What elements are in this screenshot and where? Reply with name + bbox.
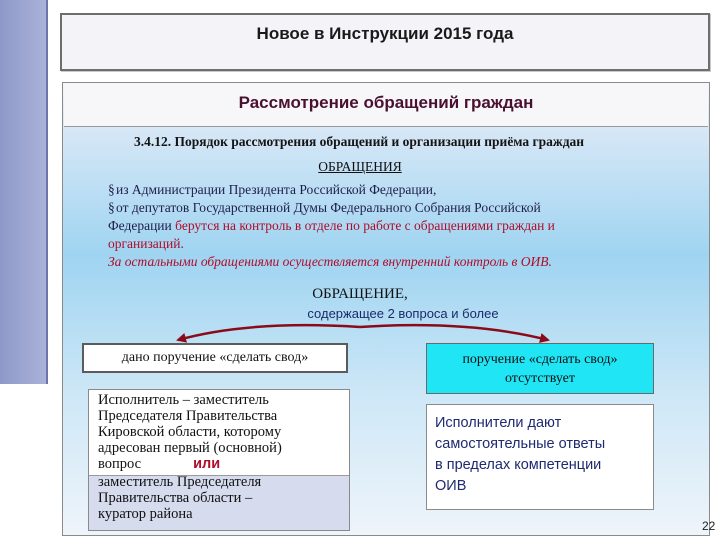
rb-line-4: ОИВ <box>435 478 467 494</box>
page-number: 22 <box>702 519 716 533</box>
lb-or: или <box>193 456 221 472</box>
rb-line-1: Исполнители дают <box>435 415 562 431</box>
appeal-subheading: содержащее 2 вопроса и более <box>307 306 499 321</box>
lb-line-3: Кировской области, которому <box>98 424 282 440</box>
lb-line-2: Председателя Правительства <box>98 408 278 424</box>
left-bar-edge <box>46 0 48 384</box>
right-bottom-box <box>426 404 654 510</box>
left-top-box: дано поручение «сделать свод» <box>82 343 348 373</box>
body-line-4: организаций. <box>108 236 184 251</box>
bullet-icon: § <box>108 182 115 197</box>
subtitle-box <box>64 83 708 127</box>
left-decorative-bar <box>0 0 46 384</box>
section-title: 3.4.12. Порядок рассмотрения обращений и организации приёма граждан <box>134 134 585 149</box>
appeals-body <box>108 181 668 271</box>
right-top-box <box>426 343 654 394</box>
lb-line-5 <box>98 456 350 472</box>
left-bottom-box <box>88 389 350 531</box>
lb-line-7: Правительства области – <box>98 490 253 506</box>
right-bottom-text <box>435 413 649 497</box>
lb-line-6: заместитель Председателя <box>98 474 262 490</box>
right-top-line-2: отсутствует <box>504 371 576 386</box>
slide-subtitle: Рассмотрение обращений граждан <box>238 93 534 112</box>
right-top-line-1: поручение «сделать свод» <box>462 352 618 367</box>
body-line-1 <box>108 181 668 199</box>
body-line-5: За остальными обращениями осуществляется внутренний контроль в ОИВ. <box>108 254 552 269</box>
title-box <box>60 13 710 71</box>
left-bottom-text <box>98 392 350 522</box>
line3-plain: Федерации <box>108 218 176 233</box>
rb-line-3: в пределах компетенции <box>435 457 602 473</box>
line2-text: от депутатов Государственной Думы Федерального Собрания Российской <box>116 200 541 215</box>
slide-title: Новое в Инструкции 2015 года <box>256 24 514 43</box>
lb-line-8: куратор района <box>98 506 193 522</box>
body-line-3 <box>108 217 668 235</box>
line3-red: берутся на контроль в отделе по работе с обращениями граждан и <box>175 218 555 233</box>
lb-line-5-text: вопрос <box>98 456 142 472</box>
lb-line-4: адресован первый (основной) <box>98 440 282 456</box>
line1-text: из Администрации Президента Российской Федерации, <box>116 182 437 197</box>
rb-line-2: самостоятельные ответы <box>435 436 606 452</box>
appeal-heading: ОБРАЩЕНИЕ, <box>312 286 408 302</box>
lb-line-1: Исполнитель – заместитель <box>98 392 269 408</box>
body-line-2 <box>108 199 668 217</box>
appeals-heading: ОБРАЩЕНИЯ <box>318 159 402 174</box>
bullet-icon: § <box>108 200 115 215</box>
